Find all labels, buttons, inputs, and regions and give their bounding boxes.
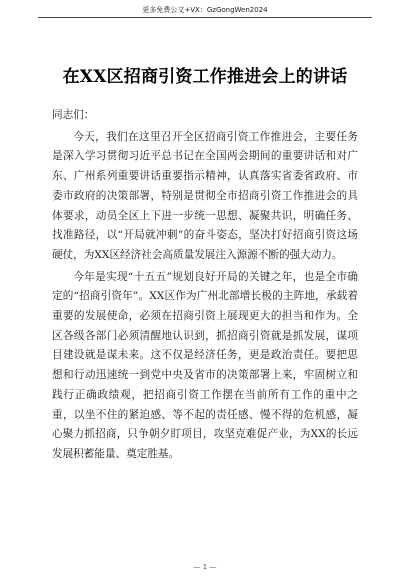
document-title: 在XX区招商引资工作推进会上的讲话 <box>62 67 348 87</box>
document-body <box>52 106 358 467</box>
header-divider <box>38 17 372 18</box>
paragraph: 今年是实现“十五五”规划良好开局的关键之年，也是全市确定的“招商引资年”。XX区作为广州北部增长极的主阵地，承载着重要的发展使命，必须在招商引资上展现更大的担当和作为。全区各级各部门必须清醒地认识到，抓招商引资就是抓发展，谋项目建设就是谋未来。这不仅是经济任务，更是政治责任。要把思想和行动迅速统一到党中央及省市的决策部署上来，牢固树立和践行正确政绩观，把招商引资工作摆在当前所有工作的重中之重，以坐不住的紧迫感、等不起的责任感、慢不得的危机感，凝心聚力抓招商，只争朝夕盯项目，攻坚克难促产业，为XX的长远发展积蓄能量、奠定胜基。 <box>52 270 358 460</box>
salutation: 同志们： <box>52 109 95 121</box>
header-note: 更多免费公文+VX：GzGongWen2024 <box>142 6 268 14</box>
page-number: — 1 — <box>193 563 217 571</box>
paragraph: 今天，我们在这里召开全区招商引资工作推进会，主要任务是深入学习贯彻习近平总书记在全国两会期间的重要讲话和对广东、广州系列重要讲话重要指示精神，认真落实省委省政府、市委市政府的决策部署，特别是贯彻全市招商引资工作推进会的具体要求，动员全区上下进一步统一思想、凝聚共识，明确任务、找准路径，以“开局就冲刺”的奋斗姿态，坚决打好招商引资这场硬仗，为XX区经济社会高质量发展注入源源不断的强大动力。 <box>52 130 358 261</box>
